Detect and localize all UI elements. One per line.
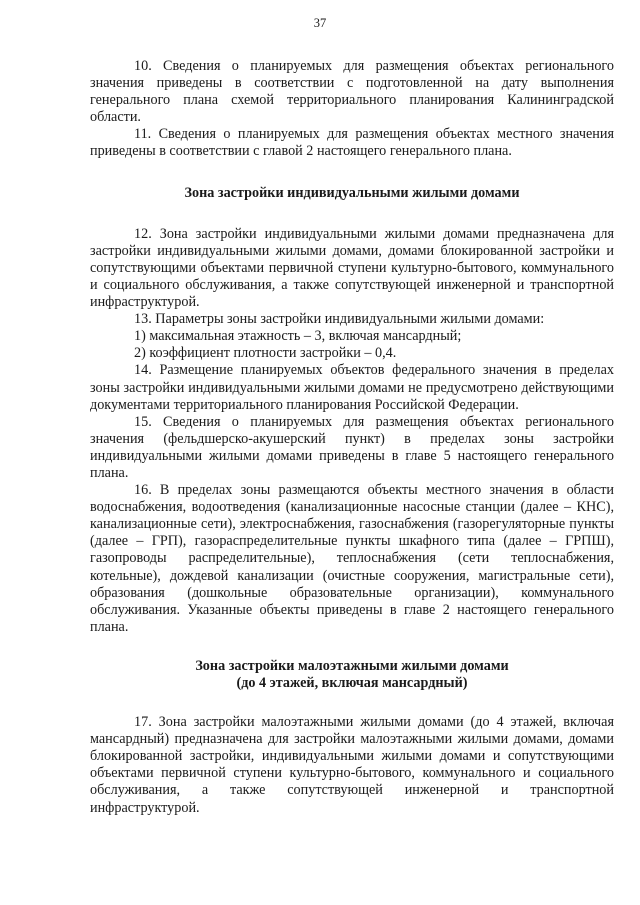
paragraph-17: 17. Зона застройки малоэтажными жилыми домами (до 4 этажей, включая мансардный) предназначена для застройки малоэтажными жилыми домами, домами блокированной застройки, индивидуальными жилыми домами и сопутствующими объектами первичной ступени культурно-бытового, коммунального и социального обслуживания, а также сопутствующей инженерной и транспортной инфраструктурой. bbox=[90, 714, 614, 816]
list-item-1: 1) максимальная этажность – 3, включая мансардный; bbox=[134, 328, 462, 345]
paragraph-13: 13. Параметры зоны застройки индивидуальными жилыми домами: bbox=[134, 311, 545, 328]
page-number: 37 bbox=[313, 16, 327, 30]
paragraph-11: 11. Сведения о планируемых для размещения объектах местного значения приведены в соответствии с главой 2 настоящего генерального плана. bbox=[90, 126, 614, 160]
paragraph-16: 16. В пределах зоны размещаются объекты местного значения в области водоснабжения, водоотведения (канализационные насосные станции (далее – КНС), канализационные сети), электроснабжения, газоснабжения (газорегуляторные пункты (далее – ГРП), газораспределительные пункты шкафного типа (далее – ГРПШ), газопроводы распределительные), теплоснабжения (сети теплоснабжения, котельные), дождевой канализации (очистные сооружения, магистральные сети), образования (дошкольные образовательные организации), коммунального обслуживания. Указанные объекты приведены в главе 2 настоящего генерального плана. bbox=[90, 482, 614, 635]
paragraph-12: 12. Зона застройки индивидуальными жилыми домами предназначена для застройки индивидуальными жилыми домами, домами блокированной застройки и сопутствующими объектами первичной ступени культурно-бытового, коммунального и социального обслуживания, а также сопутствующей инженерной и транспортной инфраструктурой. bbox=[90, 225, 614, 311]
paragraph-10: 10. Сведения о планируемых для размещения объектах регионального значения приведены в соответствии с подготовленной на дату выполнения генерального плана схемой территориального планирования Калининградской области. bbox=[90, 58, 614, 126]
paragraph-14: 14. Размещение планируемых объектов федерального значения в пределах зоны застройки индивидуальными жилыми домами не предусмотрено действующими документами территориального планирования Российской Федерации. bbox=[90, 362, 614, 413]
section-heading-lowrise-housing bbox=[90, 658, 614, 692]
list-item-2: 2) коэффициент плотности застройки – 0,4. bbox=[134, 345, 397, 362]
heading-line-2: (до 4 этажей, включая мансардный) bbox=[236, 675, 468, 691]
document-body bbox=[90, 58, 614, 817]
paragraph-15: 15. Сведения о планируемых для размещения объектах регионального значения (фельдшерско-акушерский пункт) в пределах зоны застройки индивидуальными жилыми домами приведены в главе 5 настоящего генерального плана. bbox=[90, 413, 614, 481]
section-heading-individual-housing: Зона застройки индивидуальными жилыми домами bbox=[184, 184, 520, 201]
heading-line-1: Зона застройки малоэтажными жилыми домами bbox=[195, 657, 509, 674]
